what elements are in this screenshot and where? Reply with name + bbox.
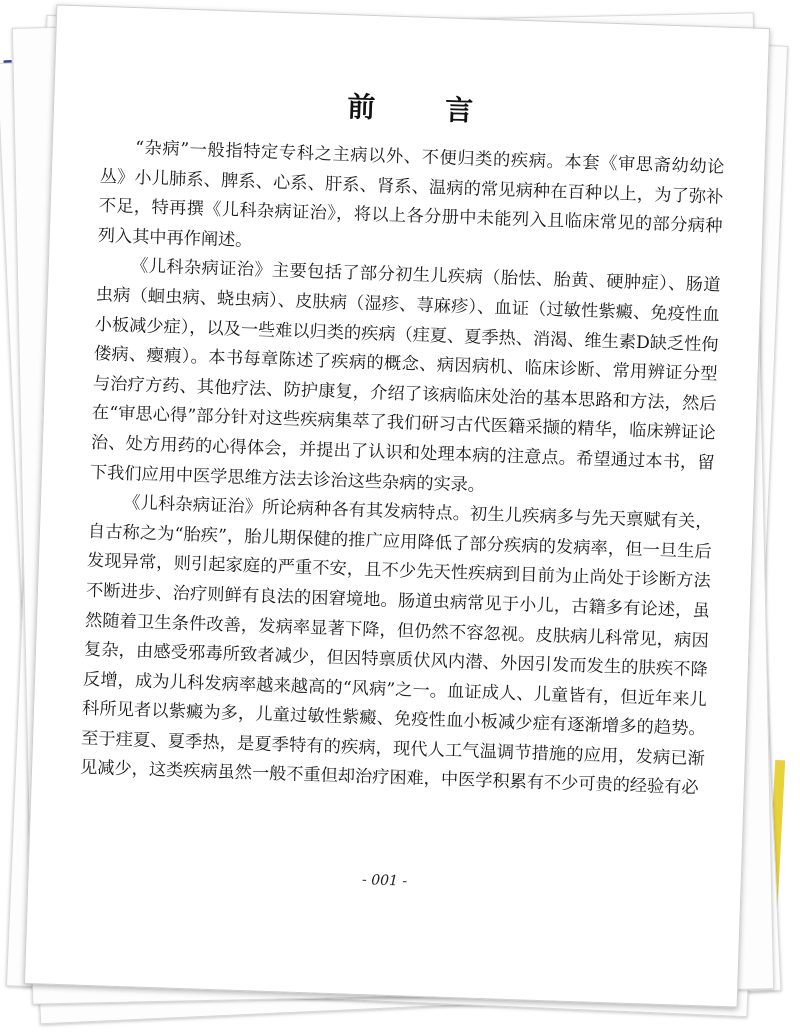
page-title: 前 言 (346, 90, 504, 129)
document-page (24, 4, 770, 1007)
paragraph: “杂病”一般指特定专科之主病以外、不便归类的疾病。本套《审思斋幼幼论丛》小儿肺系、脾系、心系、肝系、肾系、温病的常见病种在百种以上，为了弥补不足，特再撰《儿科杂病证治》，将以上各分册中未能列入且临床常见的部分病种列入其中再作阐述。 (97, 138, 725, 251)
paragraph: 《儿科杂病证治》主要包括了部分初生儿疾病（胎怯、胎黄、硬肿症）、肠道虫病（蛔虫病、蛲虫病）、皮肤病（湿疹、荨麻疹）、血证（过敏性紫癜、免疫性血小板减少症），以及一些难以归类的疾病（疰夏、夏季热、消渴、维生素D缺乏性佝偻病、瘿瘕）。本书每章陈述了疾病的概念、病因病机、临床诊断、常用辨证分型与治疗方药、其他疗法、防护康复，介绍了该病临床处治的基本思路和方法，然后在“审思心得”部分针对这些疾病集萃了我们研习古代医籍采撷的精华，临床辨证论治、处方用药的心得体会，并提出了认识和处理本病的注意点。希望通过本书，留下我们应用中医学思维方法去诊治这些杂病的实录。 (89, 256, 721, 496)
paragraph: 《儿科杂病证治》所论病种各有其发病特点。初生儿疾病多与先天禀赋有关，自古称之为“胎疾”，胎儿期保健的推广应用降低了部分疾病的发病率，但一旦生后发现异常，则引起家庭的严重不安，且不少先天性疾病到目前为止尚处于诊断方法不断进步、治疗则鲜有良法的困窘境地。肠道虫病常见于小儿，古籍多有论述，虽然随着卫生条件改善，发病率显著下降，但仍然不容忽视。皮肤病儿科常见，病因复杂，由感受邪毒所致者减少，但因特禀质伏风内潜、外因引发而发生的肤疾不降反增，成为儿科发病率越来越高的“风病”之一。血证成人、儿童皆有，但近年来儿科所见者以紫癜为多，儿童过敏性紫癜、免疫性血小板减少症有逐渐增多的趋势。至于疰夏、夏季热，是夏季特有的疾病，现代人工气温调节措施的应用，发病已渐见减少，这类疾病虽然一般不重但却治疗困难，中医学积累有不少可贵的经验有必 (79, 493, 713, 799)
body-text (80, 133, 725, 804)
page-number: - 001 - (361, 872, 408, 890)
